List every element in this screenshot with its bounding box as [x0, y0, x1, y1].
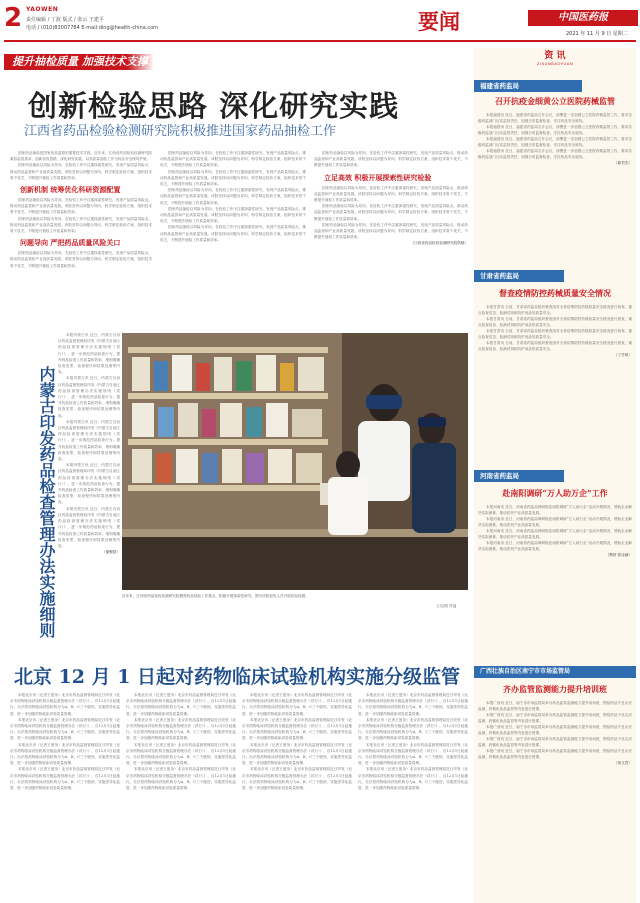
- photo-credit: 文名/图 苏福: [436, 604, 457, 608]
- body-paragraph: 本报北京讯（记者王莲朵）北京市药品监督管理局近日印发《北京市药物临床试验机构分级监督管理办法（试行）》，自12月1日起施行。办法将药物临床试验机构分为A、B、C三个级别，实施差异化监管，进一步加强药物临床试验质量管理。: [358, 717, 468, 741]
- sidebar-title: [474, 48, 636, 72]
- body-paragraph: 本报福建讯 近日，福建省药监局召开会议，部署进一步加强公立医院药械监管工作，要求各级药监部门压实监管责任，加强日常监督检查，守住药品安全底线。: [478, 113, 632, 123]
- brief-headline-gansu: 督查疫情防控药械质量安全情况: [499, 288, 611, 298]
- body-paragraph: 本报内蒙古讯 近日，内蒙古自治区药品监督管理局印发《内蒙古自治区药品检查管理办法实施细则（试行）》，进一步规范药品检查行为，提升药品检查工作质量和效率，细则明确检查类型、检查程序和结果处理等内容。: [58, 506, 120, 548]
- body-paragraph: 本报北京讯（记者王莲朵）北京市药品监督管理局近日印发《北京市药物临床试验机构分级监督管理办法（试行）》，自12月1日起施行。办法将药物临床试验机构分为A、B、C三个级别，实施差异化监管，进一步加强药物临床试验质量管理。: [126, 717, 236, 741]
- beijing-column-4: [358, 692, 468, 900]
- brief-byline: （樊婷 张诗涵）: [605, 553, 632, 557]
- beijing-column-3: [242, 692, 352, 900]
- vertical-story-body: [58, 332, 120, 650]
- masthead-logo: 中国医药报: [528, 10, 638, 26]
- body-paragraph: 国家药品抽检以风险为导向，在检验工作中注重探索性研究，发现产品质量风险点，推动药品监管和产业高质量发展。该院坚持以问题为导向，科学制定检验方案，组织技术骨干攻关，不断提升抽检工作质量和效率。: [160, 169, 306, 187]
- body-paragraph: 本报福建讯 近日，福建省药监局召开会议，部署进一步加强公立医院药械监管工作，要求各级药监部门压实监管责任，加强日常监督检查，守住药品安全底线。: [478, 149, 632, 159]
- brief-byline: （丁竹琪）: [614, 353, 632, 357]
- region-tab-gansu: 甘肃省药监局: [474, 270, 564, 282]
- body-paragraph: 国家药品抽检以风险为导向，在检验工作中注重探索性研究，发现产品质量风险点，推动药品监管和产业高质量发展。该院坚持以问题为导向，科学制定检验方案，组织技术骨干攻关，不断提升抽检工作质量和效率。: [10, 163, 152, 180]
- region-tab-fujian: 福建省药监局: [474, 80, 582, 92]
- body-paragraph: 本报北京讯（记者王莲朵）北京市药品监督管理局近日印发《北京市药物临床试验机构分级监督管理办法（试行）》，自12月1日起施行。办法将药物临床试验机构分为A、B、C三个级别，实施差异化监管，进一步加强药物临床试验质量管理。: [10, 693, 120, 716]
- brief-byline: （何文君）: [614, 761, 632, 765]
- brief-headline-nanning: 齐办监管监测能力提升培训班: [503, 684, 607, 694]
- sidebar-title-text: 资 讯: [544, 51, 566, 61]
- main-column-3: [314, 150, 468, 330]
- body-paragraph: 国家药品抽检以风险为导向，在检验工作中注重探索性研究，发现产品质量风险点，推动药品监管和产业高质量发展。该院坚持以问题为导向，科学制定检验方案，组织技术骨干攻关，不断提升抽检工作质量和效率。: [10, 216, 152, 234]
- main-subheadline: 江西省药品检验检测研究院积极推进国家药品抽检工作: [24, 124, 337, 139]
- brief-body-nanning: [478, 700, 632, 898]
- header-rule: [4, 40, 636, 42]
- section-heading-1: 创新机制 统筹优化科研资源配置: [20, 185, 121, 195]
- main-intro: 国家药品抽检是国家药品监管的重要技术手段。近年来，江西省药品检验检测研究院紧扣监管需求，创新检验思路，深化研究实践，以高质量抽检工作为药品安全保驾护航。: [10, 151, 152, 162]
- body-paragraph: 本报北京讯（记者王莲朵）北京市药品监督管理局近日印发《北京市药物临床试验机构分级监督管理办法（试行）》，自12月1日起施行。办法将药物临床试验机构分为A、B、C三个级别，实施差异化监管，进一步加强药物临床试验质量管理。: [358, 742, 468, 766]
- body-paragraph: 本报北京讯（记者王莲朵）北京市药品监督管理局近日印发《北京市药物临床试验机构分级监督管理办法（试行）》，自12月1日起施行。办法将药物临床试验机构分为A、B、C三个级别，实施差异化监管，进一步加强药物临床试验质量管理。: [10, 717, 120, 741]
- body-paragraph: 本报北京讯（记者王莲朵）北京市药品监督管理局近日印发《北京市药物临床试验机构分级监督管理办法（试行）》，自12月1日起施行。办法将药物临床试验机构分为A、B、C三个级别，实施差异化监管，进一步加强药物临床试验质量管理。: [10, 742, 120, 766]
- body-paragraph: 国家药品抽检以风险为导向，在检验工作中注重探索性研究，发现产品质量风险点，推动药品监管和产业高质量发展。该院坚持以问题为导向，科学制定检验方案，组织技术骨干攻关，不断提升抽检工作质量和效率。: [314, 185, 468, 203]
- body-paragraph: 本报广西讯 近日，南宁市市场监管局举办药品监管监测能力提升培训班，围绕药品不良反应监测、药械化妆品监管等内容进行授课。: [478, 725, 632, 735]
- brief-body-henan: [478, 504, 632, 658]
- vertical-byline: （谢聚群）: [102, 550, 120, 555]
- body-paragraph: 本报广西讯 近日，南宁市市场监管局举办药品监管监测能力提升培训班，围绕药品不良反应监测、药械化妆品监管等内容进行授课。: [478, 701, 632, 711]
- body-paragraph: 本报甘肃讯 日前，甘肃省药监局组织督查组对全省疫情防控药械质量安全情况进行督查，重点检查疫苗、检测试剂和防护用品的质量安全。: [478, 329, 632, 339]
- beijing-headline: 北京 12 月 1 日起对药物临床试验机构实施分级监管: [13, 666, 461, 688]
- body-paragraph: 本报福建讯 近日，福建省药监局召开会议，部署进一步加强公立医院药械监管工作，要求各级药监部门压实监管责任，加强日常监督检查，守住药品安全底线。: [478, 137, 632, 147]
- photo-caption: 近年来，江西省药品检验检测研究院聚焦药品抽检工作重点，积极开展探索性研究。图为该院检验人员开展药品检测。: [122, 594, 309, 598]
- body-paragraph: 本报北京讯（记者王莲朵）北京市药品监督管理局近日印发《北京市药物临床试验机构分级监督管理办法（试行）》，自12月1日起施行。办法将药物临床试验机构分为A、B、C三个级别，实施差异化监管，进一步加强药物临床试验质量管理。: [358, 767, 468, 791]
- body-paragraph: 本报福建讯 近日，福建省药监局召开会议，部署进一步加强公立医院药械监管工作，要求各级药监部门压实监管责任，加强日常监督检查，守住药品安全底线。: [478, 125, 632, 135]
- contact-line: 电话 / (010)83007784 E-mail:ding@health-china.com: [26, 25, 159, 31]
- body-paragraph: 国家药品抽检以风险为导向，在检验工作中注重探索性研究，发现产品质量风险点，推动药品监管和产业高质量发展。该院坚持以问题为导向，科学制定检验方案，组织技术骨干攻关，不断提升抽检工作质量和效率。: [314, 151, 468, 168]
- body-paragraph: 本报北京讯（记者王莲朵）北京市药品监督管理局近日印发《北京市药物临床试验机构分级监督管理办法（试行）》，自12月1日起施行。办法将药物临床试验机构分为A、B、C三个级别，实施差异化监管，进一步加强药物临床试验质量管理。: [242, 767, 352, 791]
- region-tab-nanning: 广西壮族自治区南宁市市场监管局: [474, 666, 636, 678]
- body-paragraph: 国家药品抽检以风险为导向，在检验工作中注重探索性研究，发现产品质量风险点，推动药品监管和产业高质量发展。该院坚持以问题为导向，科学制定检验方案，组织技术骨干攻关，不断提升抽检工作质量和效率。: [314, 222, 468, 240]
- brief-body-gansu: [478, 304, 632, 468]
- body-paragraph: 本报北京讯（记者王莲朵）北京市药品监督管理局近日印发《北京市药物临床试验机构分级监督管理办法（试行）》，自12月1日起施行。办法将药物临床试验机构分为A、B、C三个级别，实施差异化监管，进一步加强药物临床试验质量管理。: [126, 693, 236, 716]
- body-paragraph: 本报广西讯 近日，南宁市市场监管局举办药品监管监测能力提升培训班，围绕药品不良反应监测、药械化妆品监管等内容进行授课。: [478, 749, 632, 759]
- sidebar-title-en: ZIXUNBAOYUAN: [536, 61, 574, 66]
- body-paragraph: 国家药品抽检以风险为导向，在检验工作中注重探索性研究，发现产品质量风险点，推动药品监管和产业高质量发展。该院坚持以问题为导向，科学制定检验方案，组织技术骨干攻关，不断提升抽检工作质量和效率。: [160, 151, 306, 168]
- issue-date: 2021 年 11 月 9 日 星期二: [566, 31, 628, 37]
- body-paragraph: 本报内蒙古讯 近日，内蒙古自治区药品监督管理局印发《内蒙古自治区药品检查管理办法实施细则（试行）》，进一步规范药品检查行为，提升药品检查工作质量和效率，细则明确检查类型、检查程序和结果处理等内容。: [58, 463, 120, 505]
- body-paragraph: 本报北京讯（记者王莲朵）北京市药品监督管理局近日印发《北京市药物临床试验机构分级监督管理办法（试行）》，自12月1日起施行。办法将药物临床试验机构分为A、B、C三个级别，实施差异化监管，进一步加强药物临床试验质量管理。: [358, 693, 468, 716]
- section-heading-2: 问题导向 严把药品质量风险关口: [20, 238, 121, 248]
- body-paragraph: 本报北京讯（记者王莲朵）北京市药品监督管理局近日印发《北京市药物临床试验机构分级监督管理办法（试行）》，自12月1日起施行。办法将药物临床试验机构分为A、B、C三个级别，实施差异化监管，进一步加强药物临床试验质量管理。: [242, 742, 352, 766]
- body-paragraph: 国家药品抽检以风险为导向，在检验工作中注重探索性研究，发现产品质量风险点，推动药品监管和产业高质量发展。该院坚持以问题为导向，科学制定检验方案，组织技术骨干攻关，不断提升抽检工作质量和效率。: [10, 198, 152, 215]
- body-paragraph: 本报甘肃讯 日前，甘肃省药监局组织督查组对全省疫情防控药械质量安全情况进行督查，重点检查疫苗、检测试剂和防护用品的质量安全。: [478, 341, 632, 351]
- body-paragraph: 本报北京讯（记者王莲朵）北京市药品监督管理局近日印发《北京市药物临床试验机构分级监督管理办法（试行）》，自12月1日起施行。办法将药物临床试验机构分为A、B、C三个级别，实施差异化监管，进一步加强药物临床试验质量管理。: [10, 767, 120, 791]
- main-column-1: [10, 150, 152, 330]
- body-paragraph: 国家药品抽检以风险为导向，在检验工作中注重探索性研究，发现产品质量风险点，推动药品监管和产业高质量发展。该院坚持以问题为导向，科学制定检验方案，组织技术骨干攻关，不断提升抽检工作质量和效率。: [160, 225, 306, 242]
- body-paragraph: 国家药品抽检以风险为导向，在检验工作中注重探索性研究，发现产品质量风险点，推动药品监管和产业高质量发展。该院坚持以问题为导向，科学制定检验方案，组织技术骨干攻关，不断提升抽检工作质量和效率。: [160, 206, 306, 224]
- page-number: 2: [4, 3, 23, 33]
- brief-byline: （陈君杰）: [614, 161, 632, 165]
- body-paragraph: 国家药品抽检以风险为导向，在检验工作中注重探索性研究，发现产品质量风险点，推动药品监管和产业高质量发展。该院坚持以问题为导向，科学制定检验方案，组织技术骨干攻关，不断提升抽检工作质量和效率。: [10, 251, 152, 268]
- main-byline: （江西省药品检验检测研究院供稿）: [410, 241, 468, 246]
- section-title: 要闻: [418, 9, 460, 34]
- beijing-column-1: [10, 692, 120, 900]
- brief-headline-fujian: 召开抗疫金细黄公立医院药械监管: [495, 96, 615, 106]
- body-paragraph: 本报广西讯 近日，南宁市市场监管局举办药品监管监测能力提升培训班，围绕药品不良反应监测、药械化妆品监管等内容进行授课。: [478, 737, 632, 747]
- pharmacy-photo-illustration: [122, 333, 468, 590]
- editor-line: 责任编辑 / 丁波 版式 / 张云 王建平: [26, 17, 104, 23]
- body-paragraph: 本报甘肃讯 日前，甘肃省药监局组织督查组对全省疫情防控药械质量安全情况进行督查，重点检查疫苗、检测试剂和防护用品的质量安全。: [478, 305, 632, 315]
- beijing-column-2: [126, 692, 236, 900]
- brief-headline-henan: 赴南阳调研“万人助万企”工作: [502, 488, 608, 498]
- topic-banner: 提升抽检质量 加强技术支撑: [4, 54, 154, 70]
- body-paragraph: 本报内蒙古讯 近日，内蒙古自治区药品监督管理局印发《内蒙古自治区药品检查管理办法实施细则（试行）》，进一步规范药品检查行为，提升药品检查工作质量和效率，细则明确检查类型、检查程序和结果处理等内容。: [58, 333, 120, 375]
- body-paragraph: 本报北京讯（记者王莲朵）北京市药品监督管理局近日印发《北京市药物临床试验机构分级监督管理办法（试行）》，自12月1日起施行。办法将药物临床试验机构分为A、B、C三个级别，实施差异化监管，进一步加强药物临床试验质量管理。: [126, 742, 236, 766]
- main-column-2: [160, 150, 306, 330]
- body-paragraph: 本报河南讯 近日，河南省药监局调研组赴南阳调研“万人助万企”活动开展情况，帮助企业解决实际困难，推动医药产业高质量发展。: [478, 517, 632, 527]
- section-heading-3: 立足高效 积极开展探索性研究检验: [324, 172, 432, 182]
- region-tab-henan: 河南省药监局: [474, 470, 564, 482]
- body-paragraph: 本报广西讯 近日，南宁市市场监管局举办药品监管监测能力提升培训班，围绕药品不良反应监测、药械化妆品监管等内容进行授课。: [478, 713, 632, 723]
- body-paragraph: 国家药品抽检以风险为导向，在检验工作中注重探索性研究，发现产品质量风险点，推动药品监管和产业高质量发展。该院坚持以问题为导向，科学制定检验方案，组织技术骨干攻关，不断提升抽检工作质量和效率。: [160, 188, 306, 205]
- body-paragraph: 本报北京讯（记者王莲朵）北京市药品监督管理局近日印发《北京市药物临床试验机构分级监督管理办法（试行）》，自12月1日起施行。办法将药物临床试验机构分为A、B、C三个级别，实施差异化监管，进一步加强药物临床试验质量管理。: [126, 767, 236, 791]
- section-pinyin: YAOWEN: [26, 6, 59, 13]
- vertical-headline: 内蒙古印发药品检查管理办法实施细则: [37, 366, 56, 638]
- page-header: [0, 0, 640, 40]
- body-paragraph: 国家药品抽检以风险为导向，在检验工作中注重探索性研究，发现产品质量风险点，推动药品监管和产业高质量发展。该院坚持以问题为导向，科学制定检验方案，组织技术骨干攻关，不断提升抽检工作质量和效率。: [314, 204, 468, 221]
- news-photo: [122, 333, 468, 590]
- body-paragraph: 本报北京讯（记者王莲朵）北京市药品监督管理局近日印发《北京市药物临床试验机构分级监督管理办法（试行）》，自12月1日起施行。办法将药物临床试验机构分为A、B、C三个级别，实施差异化监管，进一步加强药物临床试验质量管理。: [242, 717, 352, 741]
- body-paragraph: 本报内蒙古讯 近日，内蒙古自治区药品监督管理局印发《内蒙古自治区药品检查管理办法实施细则（试行）》，进一步规范药品检查行为，提升药品检查工作质量和效率，细则明确检查类型、检查程序和结果处理等内容。: [58, 376, 120, 418]
- body-paragraph: 本报河南讯 近日，河南省药监局调研组赴南阳调研“万人助万企”活动开展情况，帮助企业解决实际困难，推动医药产业高质量发展。: [478, 529, 632, 539]
- body-paragraph: 本报内蒙古讯 近日，内蒙古自治区药品监督管理局印发《内蒙古自治区药品检查管理办法实施细则（试行）》，进一步规范药品检查行为，提升药品检查工作质量和效率，细则明确检查类型、检查程序和结果处理等内容。: [58, 419, 120, 462]
- body-paragraph: 本报河南讯 近日，河南省药监局调研组赴南阳调研“万人助万企”活动开展情况，帮助企业解决实际困难，推动医药产业高质量发展。: [478, 505, 632, 515]
- brief-body-fujian: [478, 112, 632, 266]
- body-paragraph: 本报河南讯 近日，河南省药监局调研组赴南阳调研“万人助万企”活动开展情况，帮助企业解决实际困难，推动医药产业高质量发展。: [478, 541, 632, 551]
- body-paragraph: 本报北京讯（记者王莲朵）北京市药品监督管理局近日印发《北京市药物临床试验机构分级监督管理办法（试行）》，自12月1日起施行。办法将药物临床试验机构分为A、B、C三个级别，实施差异化监管，进一步加强药物临床试验质量管理。: [242, 693, 352, 716]
- main-headline: 创新检验思路 深化研究实践: [28, 89, 400, 123]
- body-paragraph: 本报甘肃讯 日前，甘肃省药监局组织督查组对全省疫情防控药械质量安全情况进行督查，重点检查疫苗、检测试剂和防护用品的质量安全。: [478, 317, 632, 327]
